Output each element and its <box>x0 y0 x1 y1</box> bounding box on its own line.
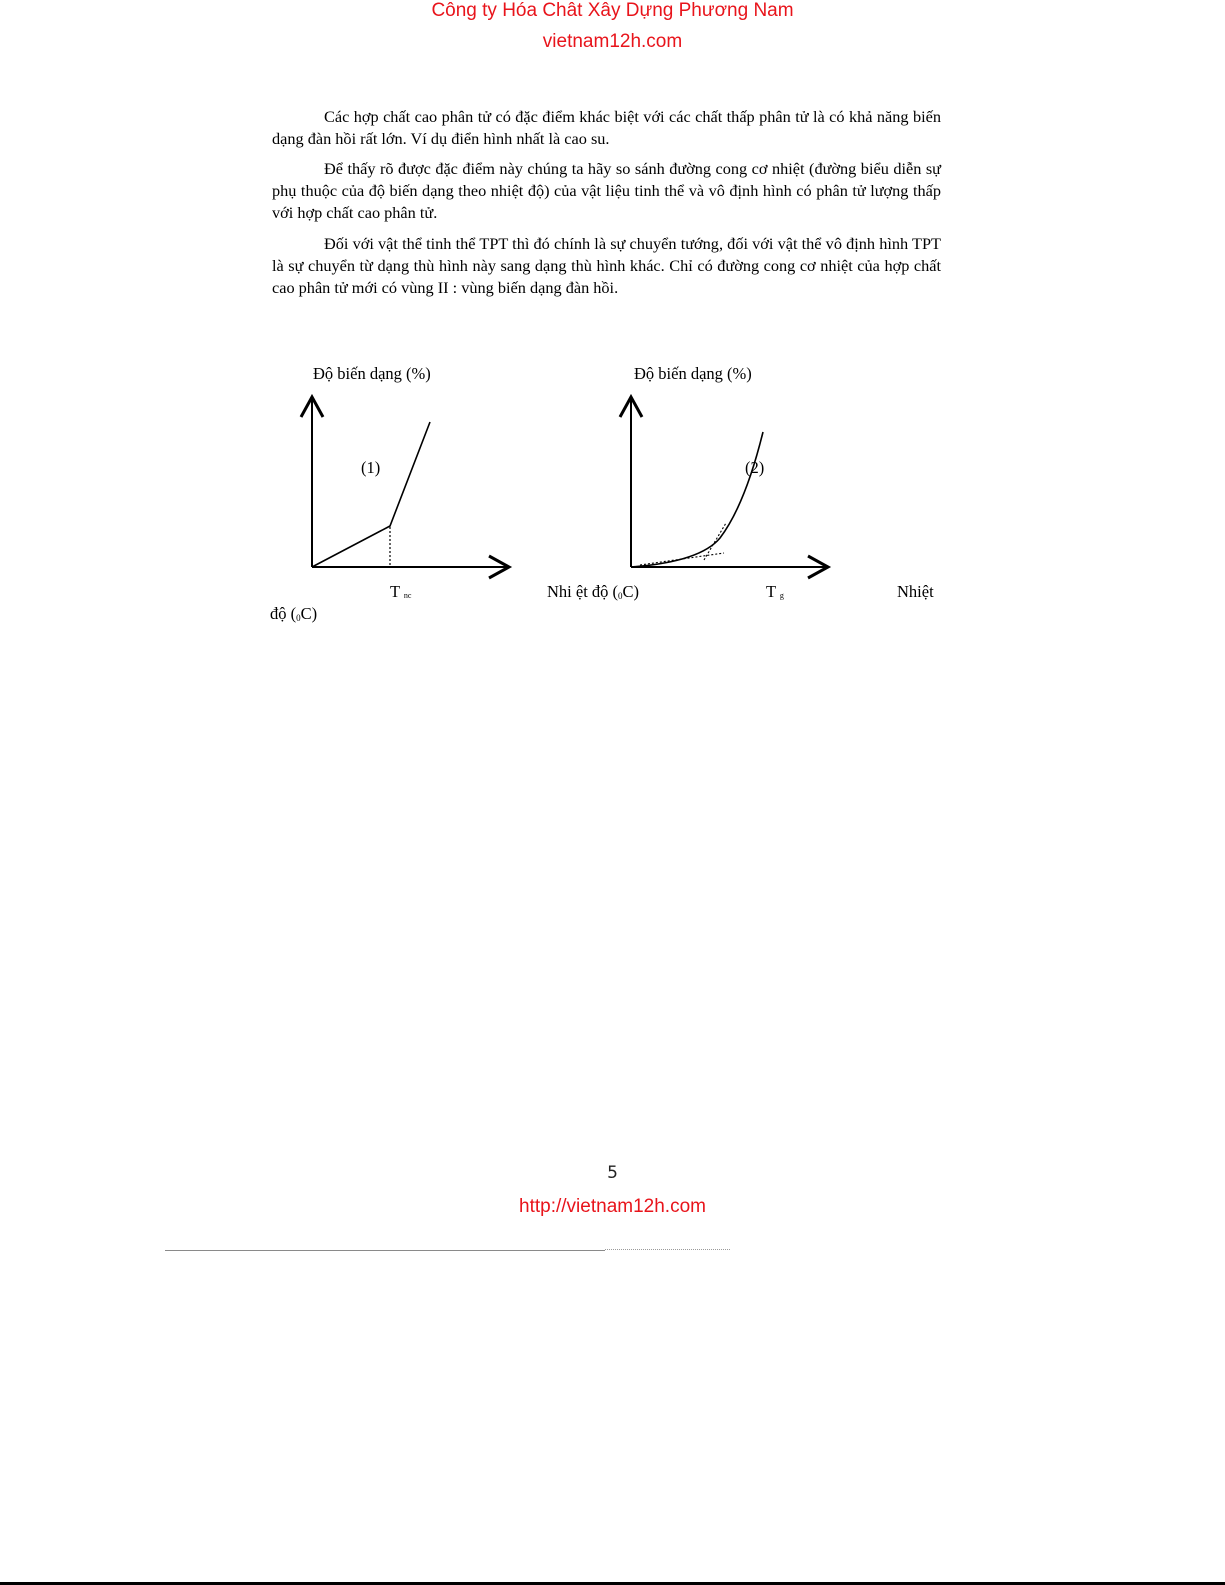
paragraph-2: Để thấy rõ được đặc điểm này chúng ta hãy so sánh đường cong cơ nhiệt (đường biểu diễn sự phụ thuộc của độ biến dạng theo nhiệt độ) của vật liệu tinh thể và vô định hình có phân tử lượng thấp với hợp chất cao phân tử. <box>272 159 941 222</box>
left-curve-label: (1) <box>361 458 381 477</box>
paragraph-1: Các hợp chất cao phân tử có đặc điểm khác biệt với các chất thấp phân tử là có khả năng biến dạng đàn hồi rất lớn. Ví dụ điển hình nhất là cao su. <box>272 107 941 148</box>
right-t-subscript: g <box>779 591 784 600</box>
right-xlabel-degree: 0 <box>296 613 301 623</box>
left-tnc-label <box>390 582 411 602</box>
left-xlabel-degree: 0 <box>618 591 623 601</box>
left-xlabel-end: C) <box>622 582 640 601</box>
footer-url-link[interactable]: http://vietnam12h.com <box>519 1196 706 1217</box>
right-x-axis-label: Nhiệt <box>897 582 934 601</box>
header-company-name: Công ty Hóa Chât Xây Dựng Phương Nam <box>431 0 794 21</box>
right-curve-label: (2) <box>745 458 765 477</box>
right-xlabel-cont: độ ( <box>270 604 297 623</box>
paragraph-3: Đối với vật thể tinh thể TPT thì đó chính là sự chuyển tướng, đối với vật thể vô định hình TPT là sự chuyển từ dạng thù hình này sang dạng thù hình khác. Chỉ có đường cong cơ nhiệt của hợp chất cao phân tử mới có vùng II : vùng biến dạng đàn hồi. <box>272 234 941 297</box>
left-t-subscript: nc <box>403 591 412 600</box>
left-x-axis-label <box>547 582 639 602</box>
footer-divider <box>165 1250 605 1251</box>
header-site-link[interactable]: vietnam12h.com <box>542 31 683 52</box>
right-tg-label <box>766 582 784 602</box>
right-curve-2 <box>631 432 763 567</box>
thermomechanical-figures <box>0 0 1225 660</box>
right-tangent-high <box>704 523 726 560</box>
figure-right <box>620 397 828 578</box>
page-number: 5 <box>607 1163 618 1183</box>
footer-divider-dots <box>605 1249 730 1250</box>
left-y-axis-label: Độ biến dạng (%) <box>313 364 431 383</box>
right-y-axis-label: Độ biến dạng (%) <box>634 364 752 383</box>
right-x-axis-label-continued <box>270 604 317 624</box>
left-t-symbol: T <box>390 582 400 601</box>
right-xlabel-end: C) <box>300 604 318 623</box>
left-xlabel-main: Nhi ệt độ ( <box>547 582 619 601</box>
right-t-symbol: T <box>766 582 776 601</box>
figure-left <box>301 397 509 578</box>
left-curve-1 <box>312 422 430 567</box>
